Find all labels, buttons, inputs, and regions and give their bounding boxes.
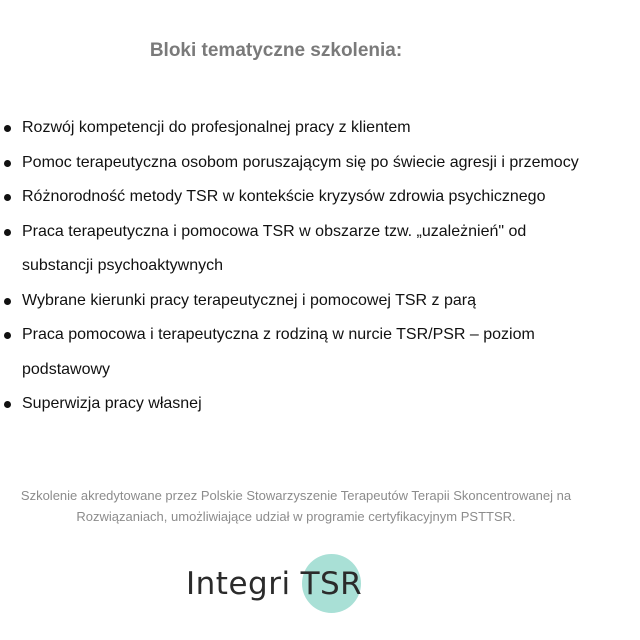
list-item [0, 111, 600, 146]
topic-text: Pomoc terapeutyczna osobom poruszającym się po świecie agresji i przemocy [22, 153, 579, 171]
bullet-icon [4, 125, 11, 132]
topic-text: Praca pomocowa i terapeutyczna z rodziną w nurcie TSR/PSR – poziom podstawowy [22, 326, 535, 378]
list-item [0, 215, 600, 284]
bullet-icon [4, 194, 11, 201]
integritsr-logo [186, 554, 366, 616]
topic-text: Rozwój kompetencji do profesjonalnej pracy z klientem [22, 119, 411, 136]
bullet-icon [4, 401, 11, 408]
topic-list [0, 111, 600, 422]
list-item [0, 318, 600, 387]
topic-text: Superwizja pracy własnej [22, 395, 202, 412]
topic-text: Wybrane kierunki pracy terapeutycznej i pomocowej TSR z parą [22, 291, 476, 309]
bullet-icon [4, 160, 11, 167]
list-item [0, 387, 600, 422]
accreditation-note [0, 485, 592, 527]
bullet-icon [4, 332, 11, 339]
list-item [0, 180, 600, 215]
list-item [0, 146, 600, 181]
bullet-icon [4, 298, 11, 305]
topic-text: Praca terapeutyczna i pomocowa TSR w obszarze tzw. „uzależnień" od substancji psychoaktywnych [22, 222, 527, 274]
logo-accent: TSR [300, 566, 363, 602]
topic-text: Różnorodność metody TSR w kontekście kryzysów zdrowia psychicznego [22, 188, 546, 205]
page-title: Bloki tematyczne szkolenia: [149, 40, 403, 61]
list-item [0, 284, 600, 319]
logo-word: Integri [186, 566, 291, 602]
accreditation-line-1: Szkolenie akredytowane przez Polskie Stowarzyszenie Terapeutów Terapii Skoncentrowanej na [20, 488, 572, 503]
bullet-icon [4, 229, 11, 236]
accreditation-line-2: Rozwiązaniach, umożliwiające udział w programie certyfikacyjnym PSTTSR. [76, 509, 516, 524]
